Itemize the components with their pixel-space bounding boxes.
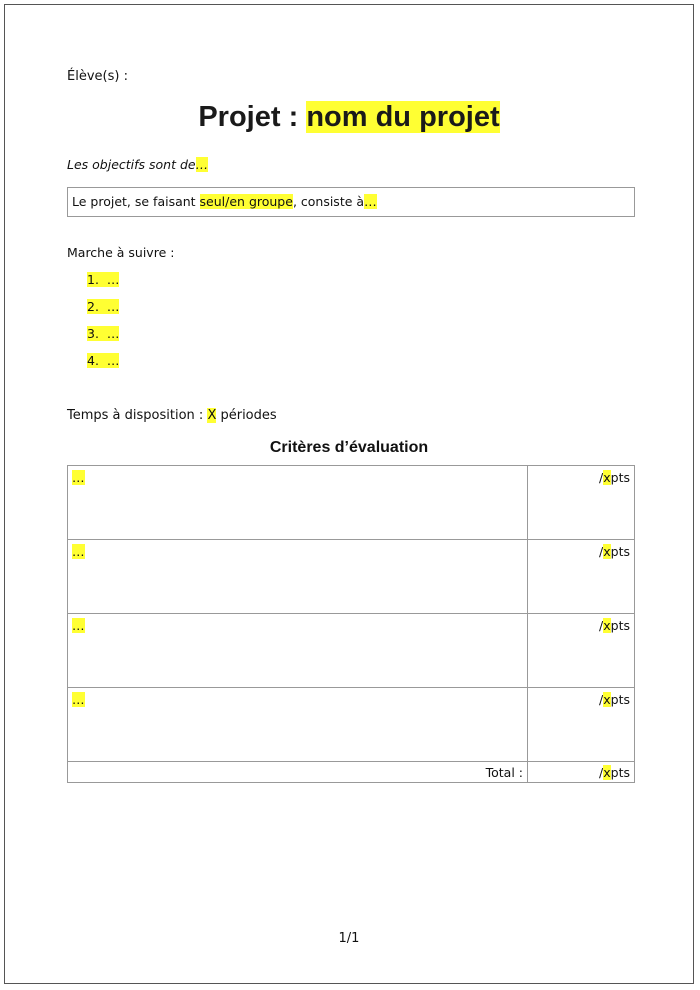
criteria-table (67, 465, 635, 783)
project-description-before: Le projet, se faisant (72, 194, 200, 209)
points-value: x (603, 544, 611, 559)
step-number: 1. (87, 272, 99, 287)
project-description-box (67, 187, 635, 217)
step-number: 4. (87, 353, 99, 368)
points-value: x (603, 470, 611, 485)
document-page (4, 4, 694, 984)
points-value: x (603, 692, 611, 707)
objectifs-placeholder: … (195, 157, 209, 172)
time-unit: périodes (216, 408, 277, 423)
step-text: … (106, 353, 120, 368)
points-value: x (603, 618, 611, 633)
step-text: … (106, 272, 120, 287)
points-prefix: / (599, 544, 604, 559)
time-value: X (207, 408, 217, 423)
points-value: x (603, 765, 611, 780)
criterion-description-cell (68, 688, 528, 762)
points-suffix: pts (610, 470, 630, 485)
total-row (68, 762, 635, 783)
total-points-cell (528, 762, 635, 783)
table-row (68, 540, 635, 614)
table-row (68, 466, 635, 540)
time-available (67, 408, 277, 423)
points-prefix: / (599, 618, 604, 633)
time-label: Temps à disposition : (67, 408, 208, 423)
project-title (5, 101, 693, 134)
objectifs-text: Les objectifs sont de (67, 157, 196, 172)
project-name: nom du projet (306, 101, 500, 133)
points-prefix: / (599, 470, 604, 485)
objectifs-line (67, 157, 208, 172)
total-label: Total : (68, 762, 528, 783)
list-item (87, 271, 119, 298)
marche-label: Marche à suivre : (67, 245, 175, 260)
project-mode: seul/en groupe (199, 194, 293, 209)
step-text: … (106, 326, 120, 341)
criterion-description-cell (68, 466, 528, 540)
criterion-description: … (72, 470, 85, 485)
criterion-description: … (72, 618, 85, 633)
project-description-after: , consiste à (292, 194, 365, 209)
step-text: … (106, 299, 120, 314)
points-suffix: pts (610, 544, 630, 559)
list-item (87, 325, 119, 352)
criterion-points-cell (528, 466, 635, 540)
step-number: 3. (87, 326, 99, 341)
project-title-prefix: Projet : (198, 101, 307, 133)
table-row (68, 688, 635, 762)
criterion-description-cell (68, 614, 528, 688)
criterion-description-cell (68, 540, 528, 614)
points-suffix: pts (610, 618, 630, 633)
criteria-title: Critères d’évaluation (269, 439, 429, 456)
criterion-points-cell (528, 540, 635, 614)
list-item (87, 298, 119, 325)
points-suffix: pts (610, 765, 630, 780)
points-prefix: / (599, 765, 604, 780)
criterion-description: … (72, 544, 85, 559)
criterion-points-cell (528, 688, 635, 762)
list-item (87, 352, 119, 379)
step-number: 2. (87, 299, 99, 314)
criterion-description: … (72, 692, 85, 707)
steps-list (87, 271, 119, 379)
points-prefix: / (599, 692, 604, 707)
page-number: 1/1 (338, 931, 360, 946)
project-description-placeholder: … (364, 194, 377, 209)
criterion-points-cell (528, 614, 635, 688)
points-suffix: pts (610, 692, 630, 707)
table-row (68, 614, 635, 688)
eleves-label: Élève(s) : (67, 69, 128, 84)
